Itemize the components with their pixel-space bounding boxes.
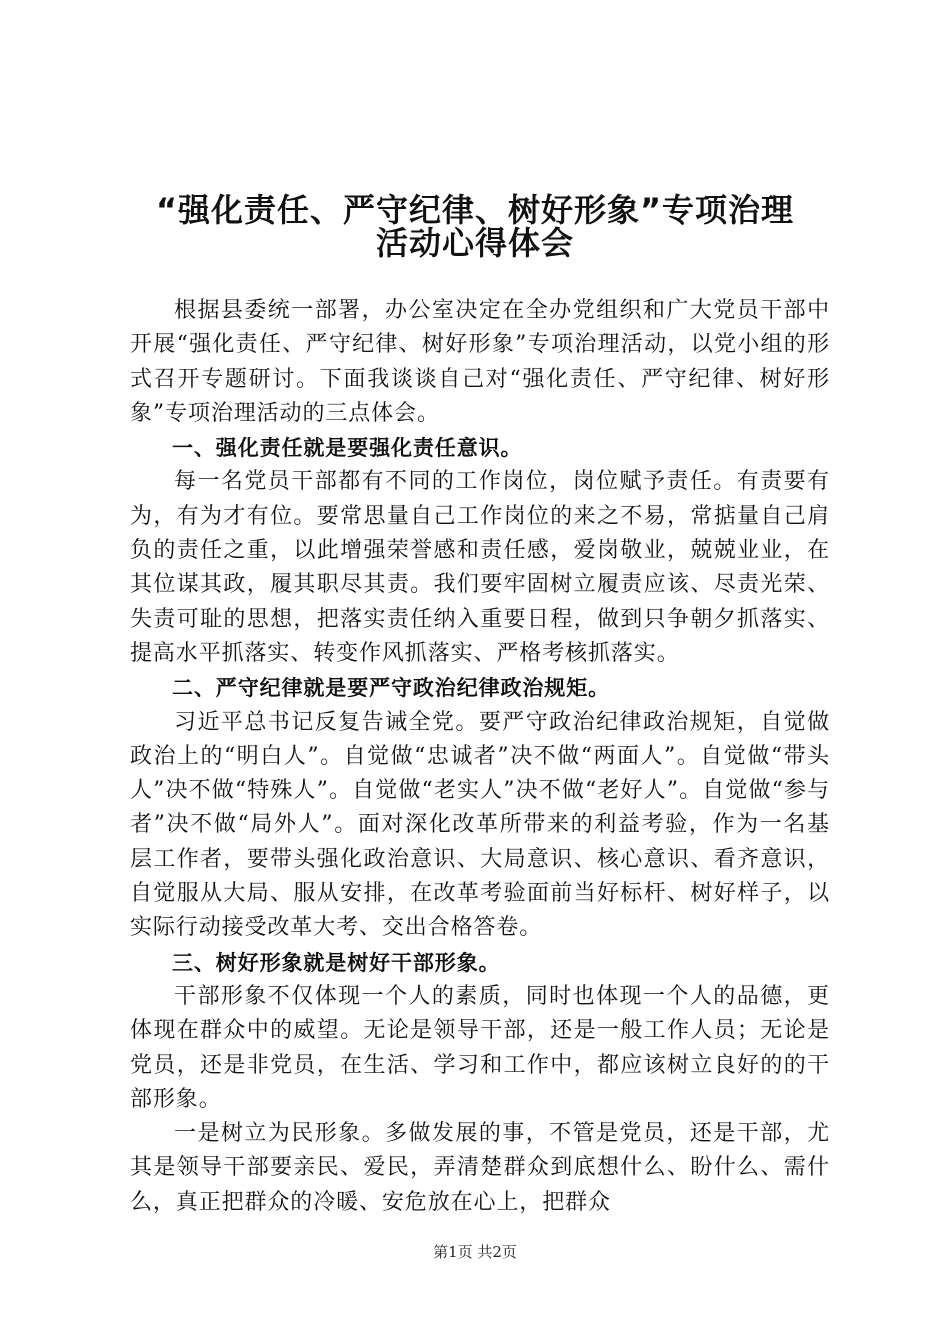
- paragraph-intro: 根据县委统一部署，办公室决定在全办党组织和广大党员干部中开展“强化责任、严守纪律、树好形象”专项治理活动，以党小组的形式召开专题研讨。下面我谈谈自己对“强化责任、严守纪律、树好形象”专项治理活动的三点体会。: [130, 298, 830, 426]
- paragraph-section-3: 干部形象不仅体现一个人的素质，同时也体现一个人的品德，更体现在群众中的威望。无论是领导干部，还是一般工作人员；无论是党员，还是非党员，在生活、学习和工作中，都应该树立良好的的干部形象。: [130, 983, 830, 1112]
- section-heading-1: 一、强化责任就是要强化责任意识。: [172, 436, 523, 461]
- document-title-line-2: 活动心得体会: [375, 224, 574, 262]
- paragraph-section-3-point-1: 一是树立为民形象。多做发展的事，不管是党员，还是干部，尤其是领导干部要亲民、爱民，弄清楚群众到底想什么、盼什么、需什么，真正把群众的冷暖、安危放在心上，把群众: [130, 1121, 830, 1215]
- section-heading-2: 二、严守纪律就是要严守政治纪律政治规矩。: [172, 676, 610, 701]
- paragraph-section-2: 习近平总书记反复告诫全党。要严守政治纪律政治规矩，自觉做政治上的“明白人”。自觉做“忠诚者”决不做“两面人”。自觉做“带头人”决不做“特殊人”。自觉做“老实人”决不做“老好人”。自觉做“参与者”决不做“局外人”。面对深化改革所带来的利益考验，作为一名基层工作者，要带头强化政治意识、大局意识、核心意识、看齐意识，自觉服从大局、服从安排，在改革考验面前当好标杆、树好样子，以实际行动接受改革大考、交出合格答卷。: [130, 709, 830, 941]
- section-heading-3: 三、树好形象就是树好干部形象。: [172, 950, 501, 975]
- page-footer: 第1页 共2页: [433, 1243, 517, 1261]
- document-title-line-1: “强化责任、严守纪律、树好形象”专项治理: [155, 191, 795, 229]
- document-body: [130, 294, 830, 1220]
- paragraph-section-1: 每一名党员干部都有不同的工作岗位，岗位赋予责任。有责要有为，有为才有位。要常思量自己工作岗位的来之不易，常掂量自己肩负的责任之重，以此增强荣誉感和责任感，爱岗敬业，兢兢业业，在其位谋其政，履其职尽其责。我们要牢固树立履责应该、尽责光荣、失责可耻的思想，把落实责任纳入重要日程，做到只争朝夕抓落实、提高水平抓落实、转变作风抓落实、严格考核抓落实。: [130, 469, 830, 666]
